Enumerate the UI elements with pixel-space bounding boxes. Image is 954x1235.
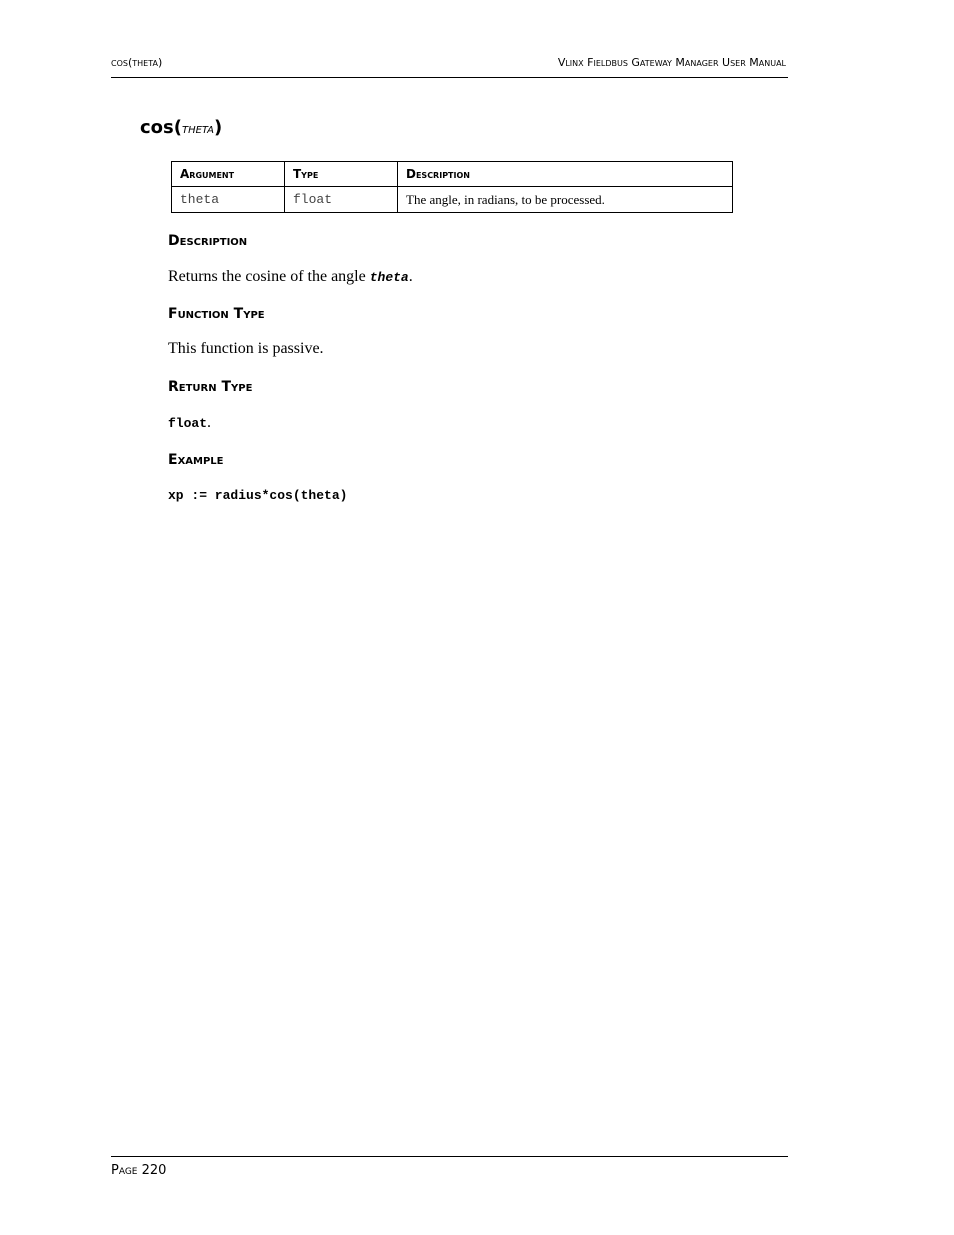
description-text-before: Returns the cosine of the angle	[168, 268, 370, 285]
header-argument: Argument	[172, 162, 285, 187]
example-code: xp := radius*cos(theta)	[168, 488, 348, 503]
cell-argument: theta	[172, 187, 285, 213]
header-description: Description	[398, 162, 733, 187]
example-heading: Example	[168, 452, 224, 468]
header-manual-title: Vlinx Fieldbus Gateway Manager User Manual	[557, 56, 786, 69]
header-type: Type	[285, 162, 398, 187]
description-code: theta	[369, 270, 409, 285]
description-heading: Description	[168, 233, 248, 249]
return-type-text	[168, 414, 211, 432]
cell-type: float	[285, 187, 398, 213]
table-row	[172, 187, 733, 213]
return-type-heading: Return Type	[168, 379, 253, 395]
function-type-heading: Function Type	[168, 306, 265, 322]
title-function: cos(	[140, 117, 182, 138]
arguments-table	[171, 161, 733, 213]
page-number: Page 220	[111, 1163, 167, 1178]
return-type-text-after: .	[207, 414, 212, 431]
page-header	[111, 56, 788, 78]
page-title	[140, 117, 222, 138]
table-header-row	[172, 162, 733, 187]
return-type-code: float	[168, 416, 208, 431]
function-type-text: This function is passive.	[168, 340, 324, 357]
title-close: )	[213, 117, 223, 138]
description-text-after: .	[408, 268, 413, 285]
description-text	[168, 268, 413, 286]
title-argument: theta	[181, 121, 214, 137]
page-footer	[111, 1156, 788, 1178]
cell-description: The angle, in radians, to be processed.	[398, 187, 733, 213]
header-section-title: cos(theta)	[111, 56, 163, 69]
